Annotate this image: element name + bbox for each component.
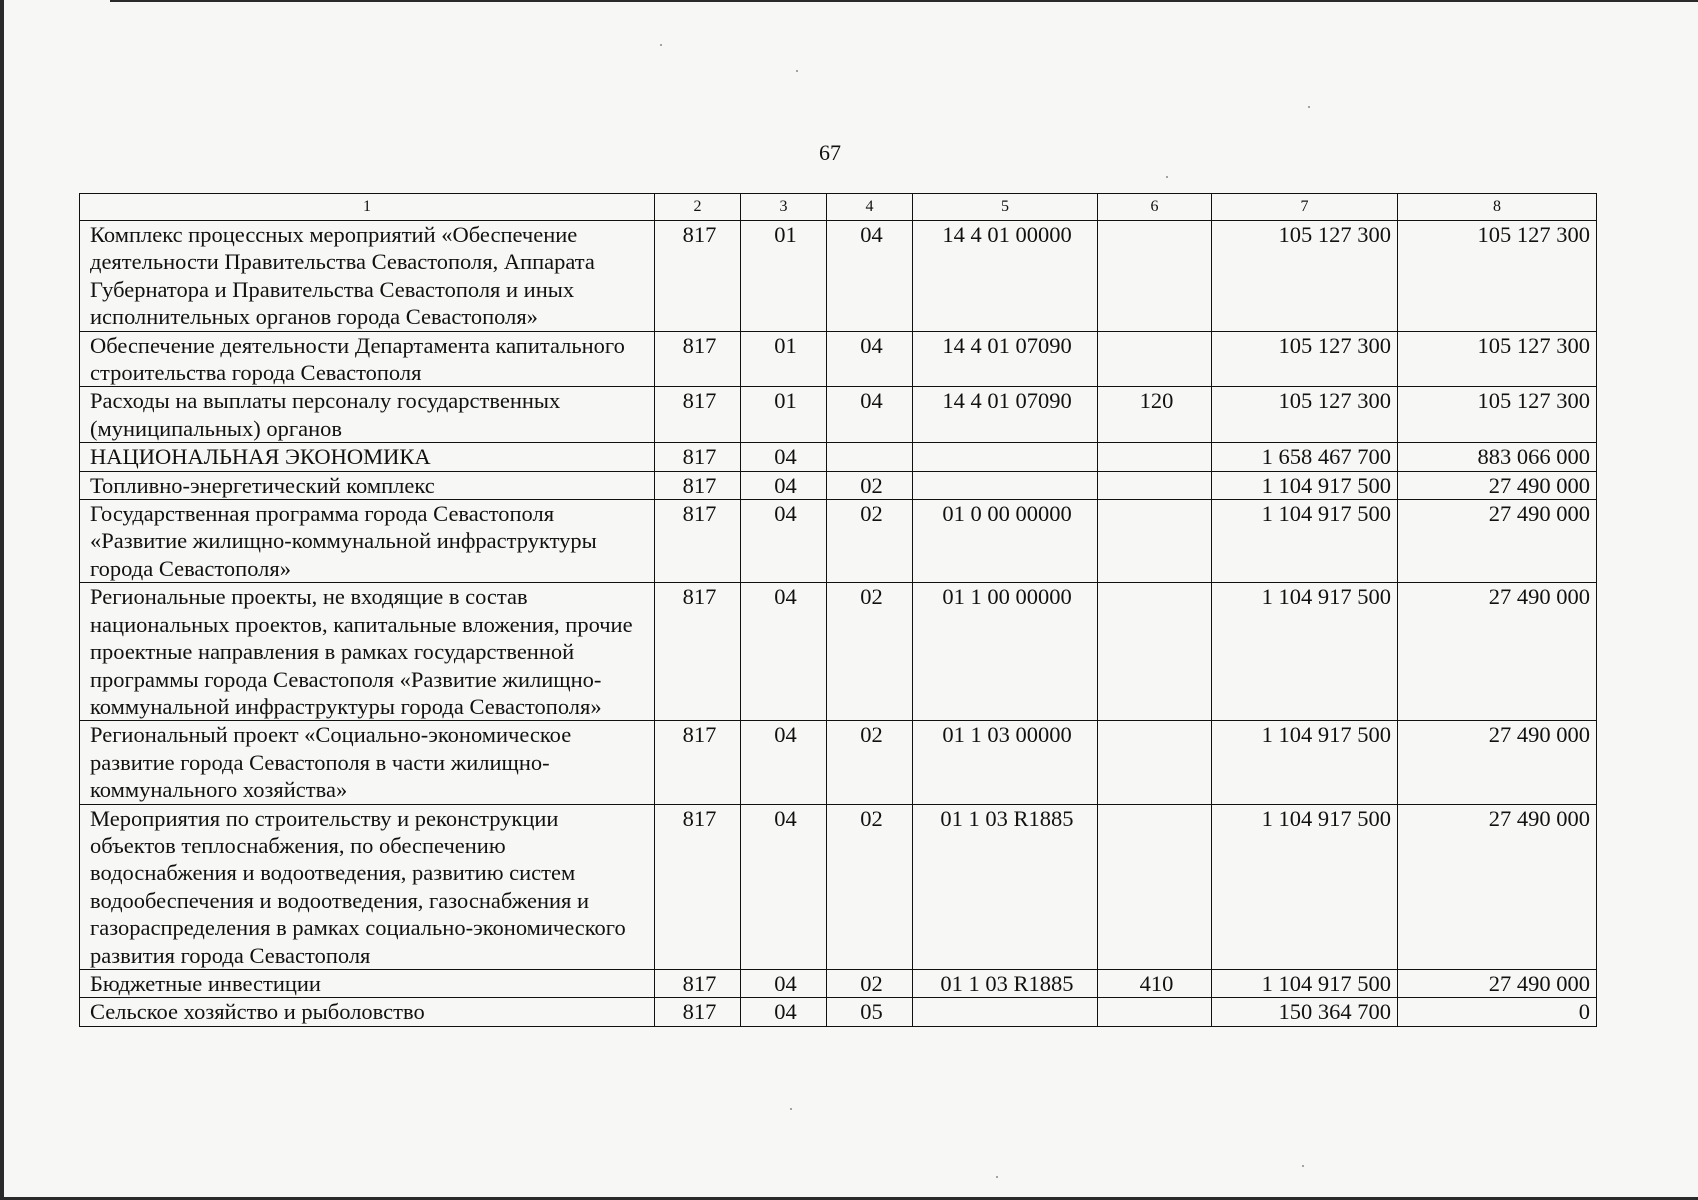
cell-subsection: 02 <box>827 804 913 969</box>
cell-amount-year1: 150 364 700 <box>1212 998 1398 1026</box>
cell-grbs: 817 <box>655 804 741 969</box>
row-name: НАЦИОНАЛЬНАЯ ЭКОНОМИКА <box>80 443 655 471</box>
cell-amount-year2: 27 490 000 <box>1398 969 1597 997</box>
table-row <box>80 471 1597 499</box>
column-header: 7 <box>1212 194 1398 221</box>
cell-section: 04 <box>741 583 827 721</box>
cell-target-article <box>913 471 1098 499</box>
cell-expense-type <box>1098 721 1212 804</box>
cell-section: 04 <box>741 998 827 1026</box>
cell-amount-year1: 1 104 917 500 <box>1212 500 1398 583</box>
cell-expense-type <box>1098 443 1212 471</box>
row-name: Региональные проекты, не входящие в состав национальных проектов, капитальные вложения, прочие проектные направления в рамках государственной программы города Севастополя «Развитие жилищно-коммунальной инфраструктуры города Севастополя» <box>80 583 655 721</box>
cell-target-article: 14 4 01 07090 <box>913 331 1098 387</box>
cell-amount-year1: 105 127 300 <box>1212 387 1398 443</box>
cell-grbs: 817 <box>655 443 741 471</box>
scan-speck <box>996 1176 998 1178</box>
cell-subsection <box>827 443 913 471</box>
table-row <box>80 998 1597 1026</box>
cell-target-article <box>913 998 1098 1026</box>
cell-target-article: 01 1 03 R1885 <box>913 969 1098 997</box>
budget-table <box>79 193 1597 1027</box>
table-row <box>80 804 1597 969</box>
cell-expense-type <box>1098 471 1212 499</box>
cell-subsection: 04 <box>827 221 913 332</box>
column-header: 8 <box>1398 194 1597 221</box>
cell-amount-year2: 105 127 300 <box>1398 331 1597 387</box>
scan-edge-top <box>110 0 1698 2</box>
cell-amount-year2: 883 066 000 <box>1398 443 1597 471</box>
cell-grbs: 817 <box>655 721 741 804</box>
cell-expense-type <box>1098 500 1212 583</box>
cell-target-article: 01 1 03 R1885 <box>913 804 1098 969</box>
cell-amount-year2: 27 490 000 <box>1398 471 1597 499</box>
scan-speck <box>1308 106 1310 108</box>
cell-subsection: 02 <box>827 721 913 804</box>
row-name: Мероприятия по строительству и реконструкции объектов теплоснабжения, по обеспечению водоснабжения и водоотведения, развитию систем водообеспечения и водоотведения, газоснабжения и газораспределения в рамках социально-экономического развития города Севастополя <box>80 804 655 969</box>
scan-speck <box>1302 1165 1304 1167</box>
cell-amount-year1: 1 104 917 500 <box>1212 969 1398 997</box>
table-row <box>80 969 1597 997</box>
cell-subsection: 02 <box>827 583 913 721</box>
cell-grbs: 817 <box>655 221 741 332</box>
row-name: Государственная программа города Севастополя «Развитие жилищно-коммунальной инфраструктуры города Севастополя» <box>80 500 655 583</box>
table-row <box>80 443 1597 471</box>
cell-section: 01 <box>741 387 827 443</box>
cell-amount-year2: 27 490 000 <box>1398 583 1597 721</box>
cell-amount-year1: 1 104 917 500 <box>1212 471 1398 499</box>
cell-amount-year2: 0 <box>1398 998 1597 1026</box>
cell-section: 04 <box>741 500 827 583</box>
table-row <box>80 387 1597 443</box>
table-header-row <box>80 194 1597 221</box>
scan-edge-left <box>0 0 4 1200</box>
cell-target-article: 01 1 00 00000 <box>913 583 1098 721</box>
scan-speck <box>796 70 798 72</box>
cell-expense-type: 410 <box>1098 969 1212 997</box>
cell-amount-year2: 27 490 000 <box>1398 500 1597 583</box>
cell-expense-type <box>1098 583 1212 721</box>
cell-expense-type <box>1098 998 1212 1026</box>
cell-amount-year2: 105 127 300 <box>1398 221 1597 332</box>
cell-target-article: 14 4 01 00000 <box>913 221 1098 332</box>
table-row <box>80 583 1597 721</box>
cell-grbs: 817 <box>655 998 741 1026</box>
row-name: Обеспечение деятельности Департамента капитального строительства города Севастополя <box>80 331 655 387</box>
page-number: 67 <box>819 140 841 165</box>
cell-subsection: 02 <box>827 500 913 583</box>
cell-section: 04 <box>741 443 827 471</box>
cell-expense-type: 120 <box>1098 387 1212 443</box>
column-header: 6 <box>1098 194 1212 221</box>
cell-amount-year1: 1 104 917 500 <box>1212 583 1398 721</box>
scan-speck <box>790 1108 792 1110</box>
column-header: 5 <box>913 194 1098 221</box>
scan-speck <box>1166 176 1168 178</box>
cell-subsection: 02 <box>827 969 913 997</box>
column-header: 1 <box>80 194 655 221</box>
cell-grbs: 817 <box>655 331 741 387</box>
cell-section: 04 <box>741 969 827 997</box>
cell-target-article <box>913 443 1098 471</box>
cell-target-article: 01 0 00 00000 <box>913 500 1098 583</box>
row-name: Расходы на выплаты персоналу государственных (муниципальных) органов <box>80 387 655 443</box>
cell-subsection: 04 <box>827 387 913 443</box>
cell-amount-year1: 105 127 300 <box>1212 221 1398 332</box>
cell-expense-type <box>1098 221 1212 332</box>
row-name: Региональный проект «Социально-экономическое развитие города Севастополя в части жилищно-коммунального хозяйства» <box>80 721 655 804</box>
cell-section: 04 <box>741 721 827 804</box>
column-header: 3 <box>741 194 827 221</box>
cell-grbs: 817 <box>655 500 741 583</box>
cell-grbs: 817 <box>655 471 741 499</box>
cell-grbs: 817 <box>655 387 741 443</box>
cell-amount-year2: 27 490 000 <box>1398 804 1597 969</box>
cell-expense-type <box>1098 331 1212 387</box>
row-name: Топливно-энергетический комплекс <box>80 471 655 499</box>
cell-amount-year1: 1 658 467 700 <box>1212 443 1398 471</box>
table-row <box>80 721 1597 804</box>
cell-target-article: 01 1 03 00000 <box>913 721 1098 804</box>
cell-amount-year2: 27 490 000 <box>1398 721 1597 804</box>
cell-subsection: 02 <box>827 471 913 499</box>
cell-amount-year1: 1 104 917 500 <box>1212 721 1398 804</box>
cell-expense-type <box>1098 804 1212 969</box>
table-row <box>80 331 1597 387</box>
cell-amount-year1: 1 104 917 500 <box>1212 804 1398 969</box>
scan-speck <box>660 44 662 46</box>
cell-target-article: 14 4 01 07090 <box>913 387 1098 443</box>
column-header: 4 <box>827 194 913 221</box>
row-name: Бюджетные инвестиции <box>80 969 655 997</box>
cell-amount-year1: 105 127 300 <box>1212 331 1398 387</box>
cell-section: 01 <box>741 331 827 387</box>
cell-section: 01 <box>741 221 827 332</box>
column-header: 2 <box>655 194 741 221</box>
cell-section: 04 <box>741 804 827 969</box>
table-row <box>80 500 1597 583</box>
cell-grbs: 817 <box>655 583 741 721</box>
row-name: Сельское хозяйство и рыболовство <box>80 998 655 1026</box>
cell-subsection: 05 <box>827 998 913 1026</box>
cell-grbs: 817 <box>655 969 741 997</box>
cell-section: 04 <box>741 471 827 499</box>
cell-subsection: 04 <box>827 331 913 387</box>
cell-amount-year2: 105 127 300 <box>1398 387 1597 443</box>
table-row <box>80 221 1597 332</box>
row-name: Комплекс процессных мероприятий «Обеспечение деятельности Правительства Севастополя, Аппарата Губернатора и Правительства Севастополя и иных исполнительных органов города Севастополя» <box>80 221 655 332</box>
